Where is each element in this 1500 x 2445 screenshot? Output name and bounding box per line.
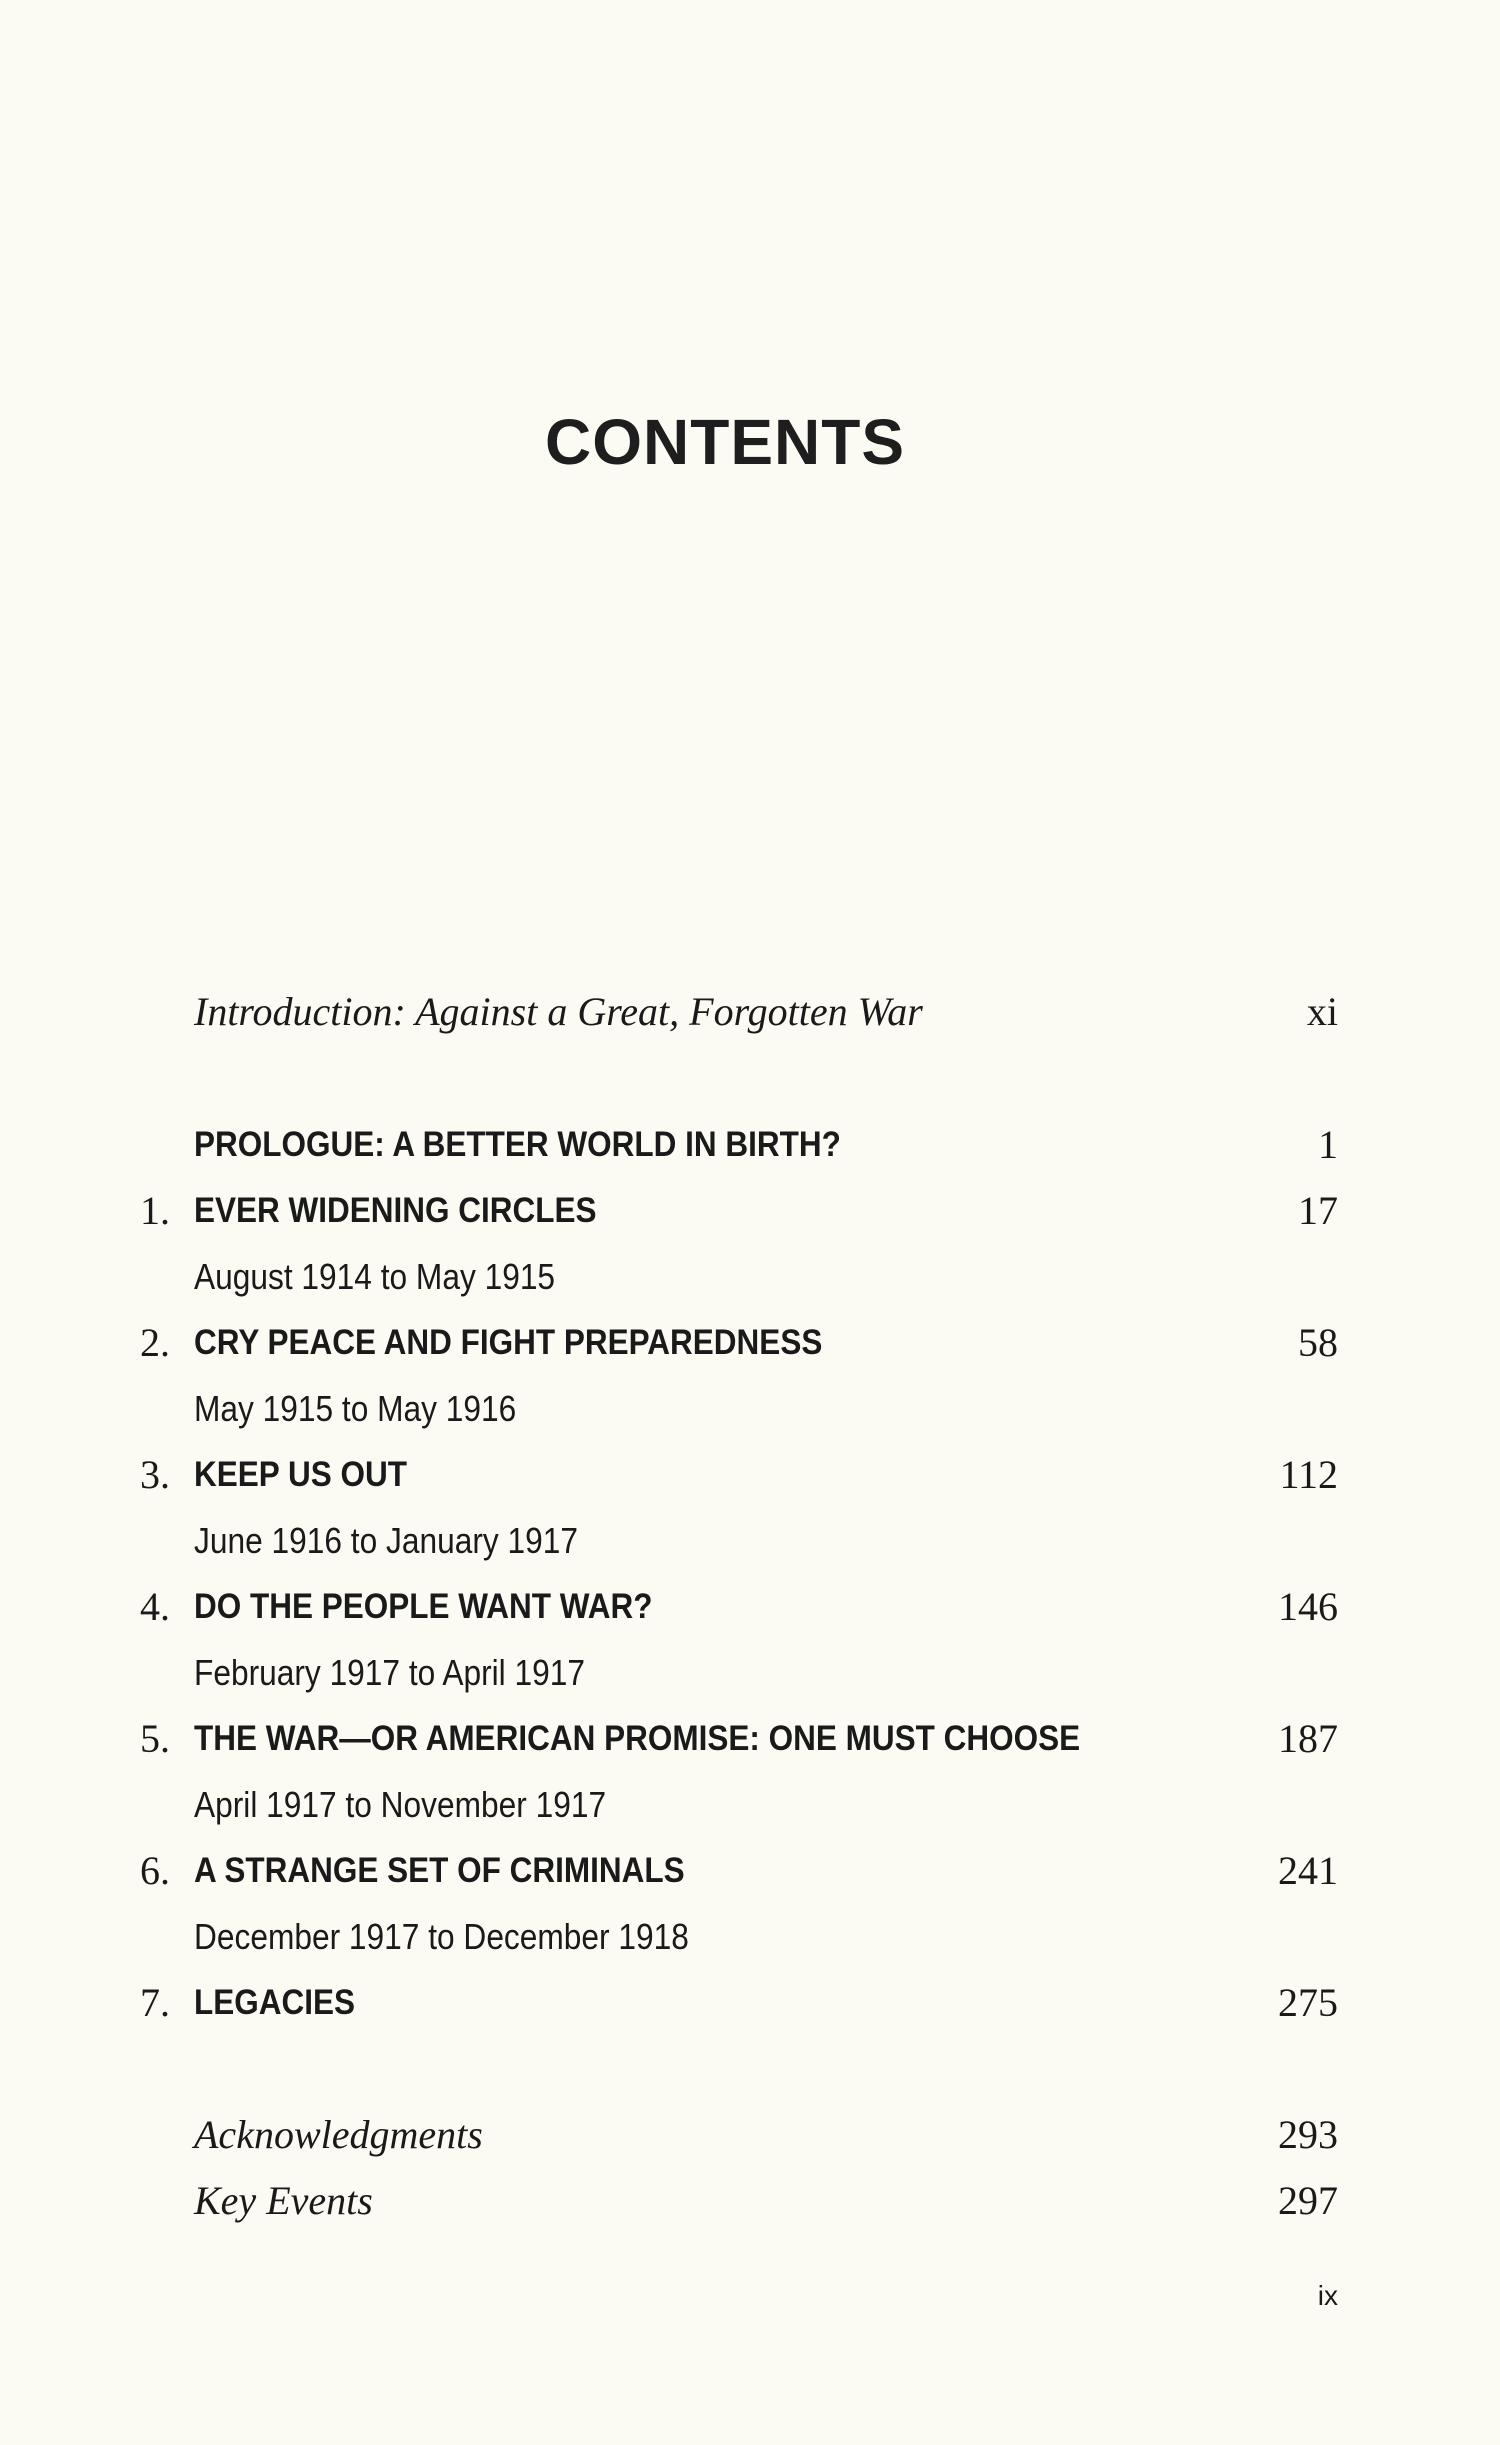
toc-entry-label: Key Events	[194, 2178, 373, 2223]
toc-chapter-3-dates	[0, 1511, 1500, 1571]
toc-chapter-4	[0, 1577, 1500, 1637]
chapter-title: THE WAR—OR AMERICAN PROMISE: ONE MUST CHOOSE	[194, 1719, 1081, 1758]
toc-entry-label: Introduction: Against a Great, Forgotten War	[194, 989, 923, 1034]
chapter-page: 17	[1298, 1188, 1338, 1233]
toc-chapter-5-dates	[0, 1775, 1500, 1835]
chapter-title: DO THE PEOPLE WANT WAR?	[194, 1587, 653, 1626]
toc-entry-label: PROLOGUE: A BETTER WORLD IN BIRTH?	[194, 1125, 841, 1164]
chapter-title: A STRANGE SET OF CRIMINALS	[194, 1851, 685, 1890]
toc-chapter-2-dates	[0, 1379, 1500, 1439]
toc-entry-acknowledgments	[0, 2105, 1500, 2165]
page-folio: ix	[1317, 2280, 1338, 2311]
toc-entry-page: xi	[1306, 989, 1338, 1034]
chapter-number: 7.	[140, 1980, 170, 2025]
chapter-number: 6.	[140, 1848, 170, 1893]
chapter-dates: December 1917 to December 1918	[194, 1916, 689, 1957]
chapter-number: 3.	[140, 1452, 170, 1497]
chapter-title: EVER WIDENING CIRCLES	[194, 1191, 597, 1230]
chapter-page: 275	[1278, 1980, 1338, 2025]
toc-chapter-7	[0, 1973, 1500, 2033]
toc-entry-introduction	[0, 982, 1500, 1042]
toc-chapter-6-dates	[0, 1907, 1500, 1967]
chapter-number: 5.	[140, 1716, 170, 1761]
toc-chapter-4-dates	[0, 1643, 1500, 1703]
toc-chapter-1-dates	[0, 1247, 1500, 1307]
toc-entry-page: 293	[1278, 2112, 1338, 2157]
toc-entry-label: Acknowledgments	[194, 2112, 483, 2157]
chapter-number: 2.	[140, 1320, 170, 1365]
chapter-page: 187	[1278, 1716, 1338, 1761]
toc-chapter-5	[0, 1709, 1500, 1769]
toc-chapter-3	[0, 1445, 1500, 1505]
chapter-dates: June 1916 to January 1917	[194, 1520, 578, 1561]
toc-entry-prologue	[0, 1115, 1500, 1175]
toc-chapter-1	[0, 1181, 1500, 1241]
chapter-title: KEEP US OUT	[194, 1455, 407, 1494]
chapter-number: 4.	[140, 1584, 170, 1629]
toc-entry-page: 297	[1278, 2178, 1338, 2223]
toc-entry-page: 1	[1318, 1122, 1338, 1167]
chapter-page: 112	[1279, 1452, 1338, 1497]
chapter-dates: May 1915 to May 1916	[194, 1388, 517, 1429]
chapter-page: 58	[1298, 1320, 1338, 1365]
toc-chapter-2	[0, 1313, 1500, 1373]
chapter-number: 1.	[140, 1188, 170, 1233]
chapter-dates: August 1914 to May 1915	[194, 1256, 556, 1297]
toc-entry-key-events	[0, 2171, 1500, 2231]
chapter-page: 146	[1278, 1584, 1338, 1629]
toc-chapter-6	[0, 1841, 1500, 1901]
chapter-dates: February 1917 to April 1917	[194, 1652, 585, 1693]
chapter-page: 241	[1278, 1848, 1338, 1893]
chapter-title: CRY PEACE AND FIGHT PREPAREDNESS	[194, 1323, 823, 1362]
page-title: CONTENTS	[545, 406, 905, 478]
chapter-dates: April 1917 to November 1917	[194, 1784, 607, 1825]
chapter-title: LEGACIES	[194, 1983, 356, 2022]
